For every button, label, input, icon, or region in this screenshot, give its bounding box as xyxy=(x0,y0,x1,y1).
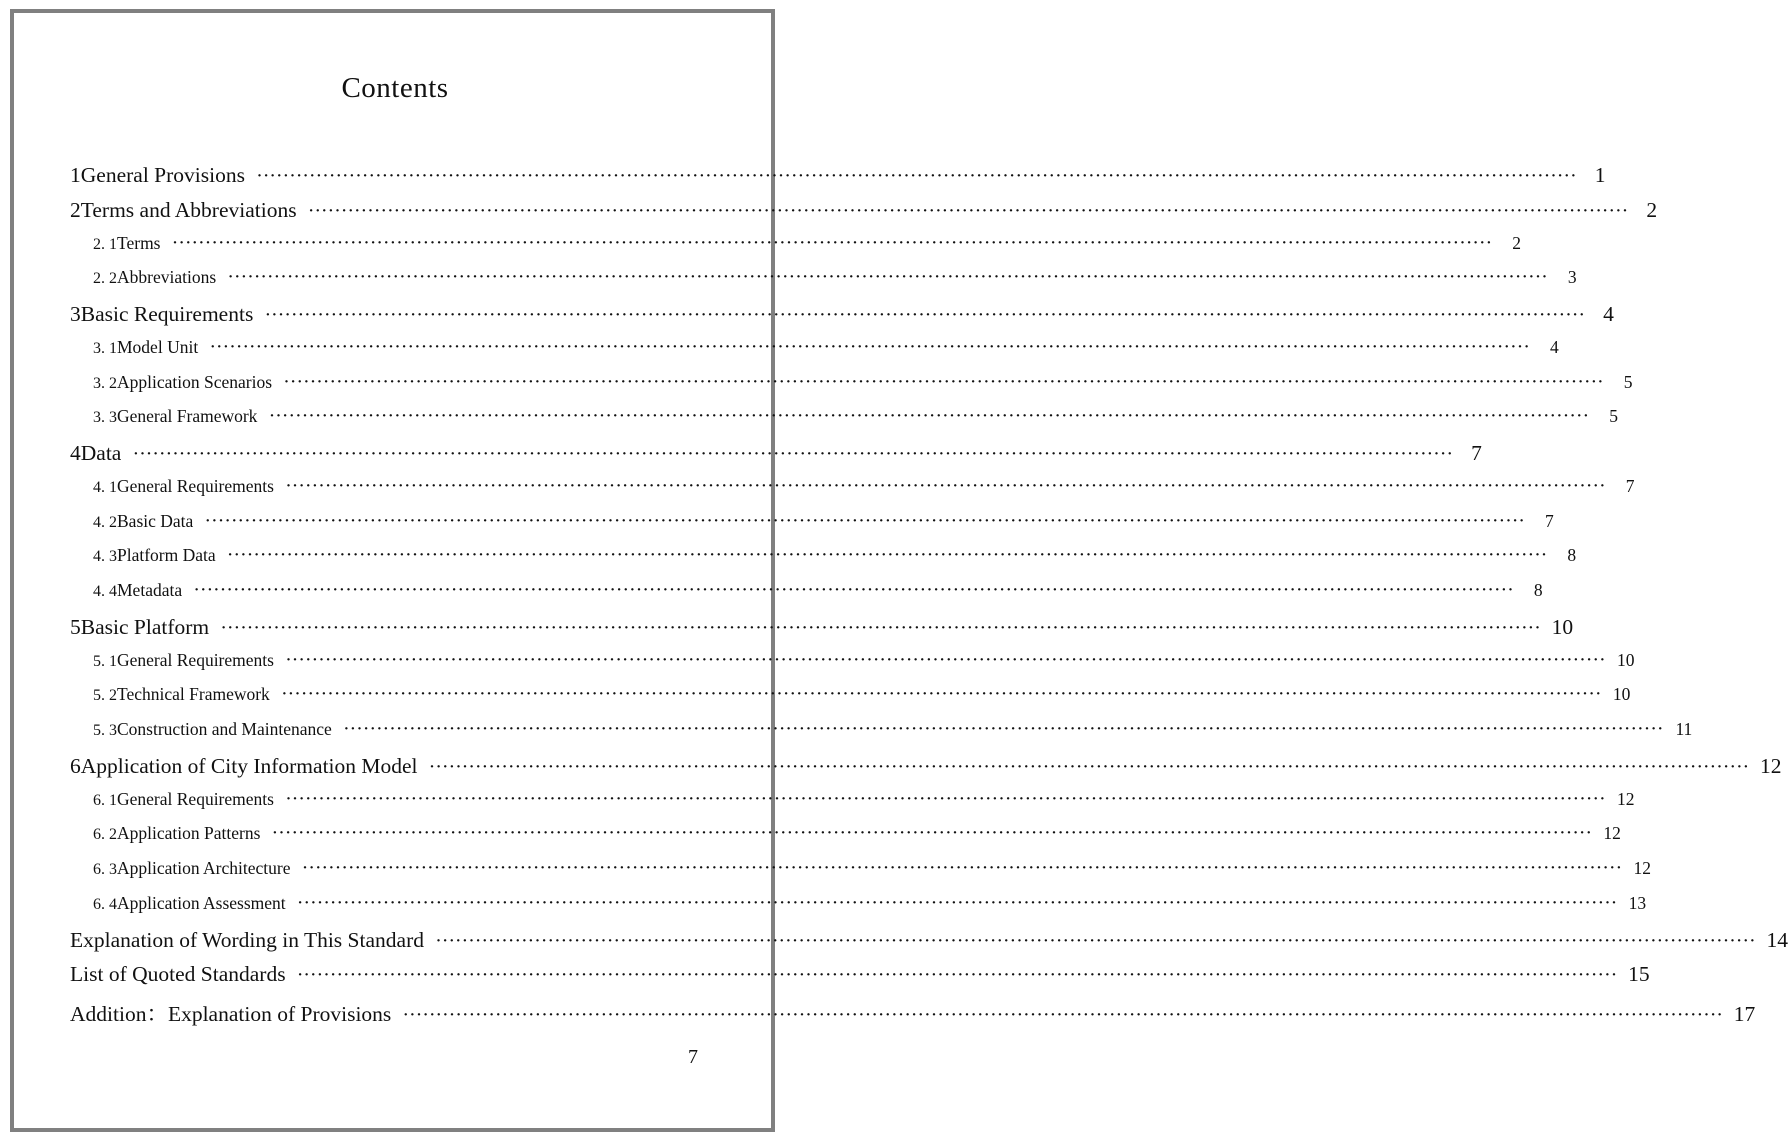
dot-leader: ········································································································································································································ xyxy=(285,651,1607,668)
dot-leader: ········································································································································································································ xyxy=(429,758,1751,775)
toc-entry-page: 1 xyxy=(1594,163,1606,187)
dot-leader: ········································································································································································································ xyxy=(308,202,1630,219)
toc-entry-number: 4. 3 xyxy=(93,548,117,566)
toc-entry[interactable] xyxy=(93,823,1621,853)
toc-entry[interactable] xyxy=(93,475,1635,506)
toc-entry[interactable] xyxy=(93,510,1554,541)
toc-entry[interactable] xyxy=(93,267,1577,297)
dot-leader: ········································································································································································································ xyxy=(281,686,1603,703)
toc-entry[interactable] xyxy=(70,614,1574,645)
toc-entry-page: 4 xyxy=(1549,336,1559,357)
toc-entry-page: 3 xyxy=(1567,267,1577,288)
toc-entry-number: 5 xyxy=(70,614,81,639)
toc-entry-title: Platform Data xyxy=(117,545,216,566)
toc-entry-page: 13 xyxy=(1628,892,1647,913)
toc-entry-number: 4 xyxy=(70,441,81,465)
toc-entry[interactable] xyxy=(70,997,1756,1027)
toc-entry-page: 7 xyxy=(1471,441,1482,465)
toc-entry-page: 11 xyxy=(1675,719,1693,739)
toc-entry[interactable] xyxy=(93,788,1635,819)
dot-leader: ········································································································································································································ xyxy=(133,446,1454,462)
toc-entry[interactable] xyxy=(70,962,1650,992)
dot-leader: ········································································································································································································ xyxy=(172,234,1493,251)
toc-entry[interactable] xyxy=(93,232,1521,263)
dot-leader: ········································································································································································································ xyxy=(256,168,1578,184)
toc-entry-number: 5. 1 xyxy=(93,652,117,670)
toc-entry-number: 5. 2 xyxy=(93,687,117,705)
toc-entry[interactable] xyxy=(93,580,1543,610)
toc-entry-title: Basic Platform xyxy=(80,614,210,639)
dot-leader: ········································································································································································································ xyxy=(194,582,1515,598)
page-title: Contents xyxy=(341,72,449,104)
toc-entry[interactable] xyxy=(70,302,1614,332)
toc-entry-title: Application Scenarios xyxy=(117,371,273,392)
dot-leader: ········································································································································································································ xyxy=(297,967,1619,984)
toc-entry-page: 10 xyxy=(1616,649,1635,670)
page-number: 7 xyxy=(688,1046,698,1068)
toc-entry-page: 12 xyxy=(1616,788,1635,809)
toc-entry-title: Addition：Explanation of Provisions xyxy=(70,1002,392,1026)
toc-entry-title: Data xyxy=(80,441,122,465)
toc-entry-number: 4. 2 xyxy=(93,513,117,531)
toc-entry-page: 14 xyxy=(1766,927,1788,952)
dot-leader: ········································································································································································································ xyxy=(403,1007,1724,1023)
toc-entry-page: 8 xyxy=(1533,580,1543,600)
toc-entry-title: General Provisions xyxy=(80,163,245,187)
toc-entry-title: List of Quoted Standards xyxy=(70,962,286,987)
toc-entry-title: Terms xyxy=(117,232,161,253)
dot-leader: ········································································································································································································ xyxy=(205,512,1526,529)
toc-entry-number: 4. 1 xyxy=(93,478,117,496)
dot-leader: ········································································································································································································ xyxy=(272,825,1593,842)
toc-entry-title: Basic Requirements xyxy=(80,302,254,326)
dot-leader: ········································································································································································································ xyxy=(285,790,1607,807)
toc-entry-page: 5 xyxy=(1623,371,1633,392)
dot-leader: ········································································································································································································ xyxy=(228,269,1549,286)
dot-leader: ········································································································································································································ xyxy=(265,307,1586,323)
toc-entry[interactable] xyxy=(70,441,1482,471)
toc-entry-title: Basic Data xyxy=(117,510,194,531)
toc-entry[interactable] xyxy=(70,753,1782,784)
toc-entry-page: 7 xyxy=(1625,475,1635,496)
toc-entry[interactable] xyxy=(93,684,1631,714)
toc-entry-page: 2 xyxy=(1646,197,1658,222)
toc-entry-title: Terms and Abbreviations xyxy=(80,197,297,222)
toc-entry-title: Application of City Information Model xyxy=(80,753,418,778)
dot-leader: ········································································································································································································ xyxy=(285,477,1607,494)
toc-entry-number: 2. 1 xyxy=(93,235,117,253)
toc-entry-number: 5. 3 xyxy=(93,722,117,739)
toc-entry-page: 4 xyxy=(1603,302,1614,326)
toc-entry[interactable] xyxy=(93,371,1633,402)
dot-leader: ········································································································································································································ xyxy=(302,860,1623,876)
toc-entry-page: 5 xyxy=(1609,406,1618,427)
toc-entry-page: 7 xyxy=(1545,510,1554,531)
toc-entry-page: 12 xyxy=(1603,823,1621,844)
toc-entry-title: Model Unit xyxy=(117,336,199,357)
toc-entry-page: 15 xyxy=(1628,962,1650,987)
dot-leader: ········································································································································································································ xyxy=(210,338,1531,355)
toc-entry-number: 6. 2 xyxy=(93,826,117,844)
toc-entry-number: 6. 1 xyxy=(93,791,117,809)
toc-entry-title: Application Architecture xyxy=(117,858,291,878)
toc-entry[interactable] xyxy=(93,858,1651,888)
dot-leader: ········································································································································································································ xyxy=(435,932,1757,949)
toc-entry-number: 6 xyxy=(70,753,81,778)
toc-entry-title: General Requirements xyxy=(117,475,274,496)
toc-entry[interactable] xyxy=(93,649,1635,680)
toc-entry-title: Application Patterns xyxy=(117,823,261,844)
dot-leader: ········································································································································································································ xyxy=(221,619,1542,636)
toc-entry-title: Explanation of Wording in This Standard xyxy=(70,927,424,952)
dot-leader: ········································································································································································································ xyxy=(269,408,1590,425)
toc-entry[interactable] xyxy=(70,927,1788,958)
dot-leader: ········································································································································································································ xyxy=(297,894,1619,911)
toc-entry[interactable] xyxy=(93,336,1559,367)
toc-entry[interactable] xyxy=(93,406,1618,436)
toc-entry-page: 10 xyxy=(1612,684,1631,705)
toc-entry-title: General Framework xyxy=(117,406,258,427)
toc-entry-number: 6. 3 xyxy=(93,861,117,878)
toc-entry-number: 2 xyxy=(70,197,81,222)
dot-leader: ········································································································································································································ xyxy=(284,373,1605,390)
toc-entry-number: 2. 2 xyxy=(93,270,117,288)
toc-entry[interactable] xyxy=(93,719,1693,749)
toc-entry-number: 1 xyxy=(70,163,81,187)
toc-entry-number: 3 xyxy=(70,302,81,326)
toc-entry-page: 12 xyxy=(1633,858,1651,878)
toc-entry-number: 4. 4 xyxy=(93,583,117,600)
toc-entry-page: 12 xyxy=(1760,753,1782,778)
toc-entry-number: 3. 2 xyxy=(93,374,117,392)
toc-entry-title: Metadata xyxy=(117,580,183,600)
toc-entry-page: 10 xyxy=(1551,614,1574,639)
toc-entry[interactable] xyxy=(70,197,1658,228)
dot-leader: ········································································································································································································ xyxy=(343,721,1665,737)
toc-entry-number: 3. 3 xyxy=(93,409,117,427)
toc-entry-title: General Requirements xyxy=(117,788,274,809)
toc-entry-number: 3. 1 xyxy=(93,339,117,357)
toc-entry-page: 8 xyxy=(1567,545,1577,566)
toc-entry-title: Application Assessment xyxy=(117,892,286,913)
toc-entry-page: 17 xyxy=(1733,1002,1756,1026)
toc-entry-title: General Requirements xyxy=(117,649,274,670)
dot-leader: ········································································································································································································ xyxy=(227,547,1549,564)
toc-entry[interactable] xyxy=(93,545,1577,575)
toc-entry-title: Technical Framework xyxy=(117,684,270,705)
toc-entry-title: Abbreviations xyxy=(117,267,217,288)
toc-entry[interactable] xyxy=(70,163,1606,193)
toc-entry-number: 6. 4 xyxy=(93,895,117,913)
toc-entry-page: 2 xyxy=(1512,232,1521,253)
toc-entry-title: Construction and Maintenance xyxy=(117,719,332,739)
toc-entry[interactable] xyxy=(93,892,1647,923)
